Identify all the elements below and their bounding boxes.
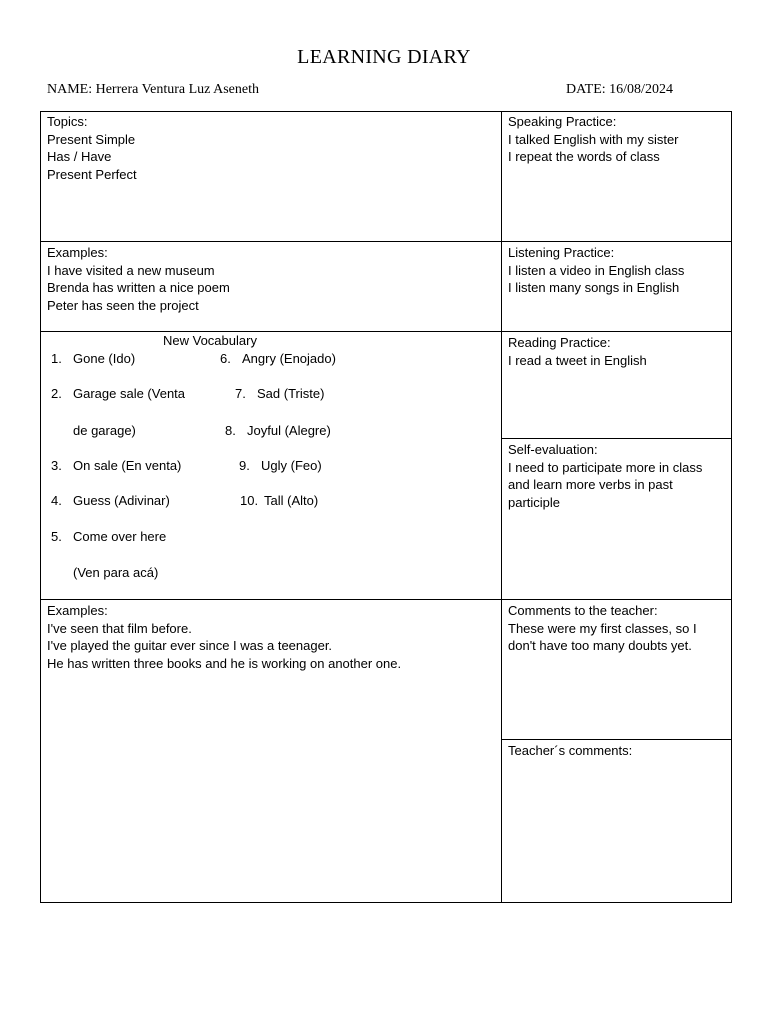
reading-line: I read a tweet in English xyxy=(508,352,647,368)
vocabulary-item xyxy=(239,457,322,474)
vocabulary-number: 3. xyxy=(51,458,62,473)
vocabulary-item xyxy=(225,422,331,439)
example-sentence: Brenda has written a nice poem xyxy=(47,280,230,295)
vocabulary-word: Come over here xyxy=(73,529,167,544)
examples-heading: Examples: xyxy=(47,603,108,618)
speaking-line: I repeat the words of class xyxy=(508,149,660,164)
vocabulary-number: 4. xyxy=(51,493,62,508)
vocabulary-word: Joyful (Alegre) xyxy=(247,423,331,438)
listening-practice-cell xyxy=(502,242,732,299)
vocabulary-item xyxy=(51,528,166,545)
vocabulary-number: 1. xyxy=(51,351,62,366)
vocabulary-item xyxy=(51,564,158,581)
self-evaluation-cell xyxy=(502,439,732,513)
topic-item: Has / Have xyxy=(47,149,112,164)
vocabulary-item xyxy=(235,385,324,402)
vocabulary-word: Sad (Triste) xyxy=(257,386,325,401)
example-sentence: Peter has seen the project xyxy=(47,297,199,313)
teacher-comments-cell xyxy=(502,740,732,762)
speaking-heading: Speaking Practice: xyxy=(508,114,617,129)
comments-to-teacher-cell xyxy=(502,600,732,657)
vocabulary-word: Garage sale (Venta xyxy=(73,386,186,401)
vocabulary-number: 6. xyxy=(220,351,231,366)
diary-date: DATE: 16/08/2024 xyxy=(566,82,673,97)
self-evaluation-line: I need to participate more in class xyxy=(508,459,703,475)
vocabulary-number: 2. xyxy=(51,386,62,401)
vocabulary-item xyxy=(51,350,135,367)
comments-to-teacher-heading: Comments to the teacher: xyxy=(508,603,658,618)
page-title: LEARNING DIARY xyxy=(297,46,471,68)
topics-cell xyxy=(41,111,501,185)
vocabulary-word: On sale (En venta) xyxy=(73,458,182,473)
example-sentence: I've played the guitar ever since I was a teenager. xyxy=(47,638,333,653)
vocabulary-item xyxy=(240,492,318,509)
comment-line: don't have too many doubts yet. xyxy=(508,638,692,653)
speaking-line: I talked English with my sister xyxy=(508,131,679,147)
topic-item: Present Perfect xyxy=(47,166,137,182)
self-evaluation-heading: Self-evaluation: xyxy=(508,442,598,457)
example-sentence: I have visited a new museum xyxy=(47,262,215,278)
vocabulary-item xyxy=(220,350,336,367)
vocabulary-word: Ugly (Feo) xyxy=(261,458,322,473)
vocabulary-number: 5. xyxy=(51,529,62,544)
examples-cell-1 xyxy=(41,242,501,316)
vocabulary-number: 10. xyxy=(240,493,259,508)
examples-cell-2 xyxy=(41,600,501,674)
reading-heading: Reading Practice: xyxy=(508,335,611,350)
vocabulary-word: de garage) xyxy=(73,423,136,438)
vocabulary-word: Gone (Ido) xyxy=(73,351,136,366)
vocabulary-word: Tall (Alto) xyxy=(264,493,319,508)
vocabulary-item xyxy=(51,422,136,439)
example-sentence: He has written three books and he is working on another one. xyxy=(47,655,402,671)
topics-heading: Topics: xyxy=(47,114,88,129)
vocabulary-number: 8. xyxy=(225,423,236,438)
listening-line: I listen many songs in English xyxy=(508,280,680,295)
listening-line: I listen a video in English class xyxy=(508,262,685,278)
self-evaluation-line: and learn more verbs in past xyxy=(508,477,673,492)
vocabulary-word: (Ven para acá) xyxy=(73,565,159,580)
topic-item: Present Simple xyxy=(47,131,136,147)
vocabulary-word: Angry (Enojado) xyxy=(242,351,336,366)
row-divider-left-2 xyxy=(40,331,502,332)
vocabulary-word: Guess (Adivinar) xyxy=(73,493,170,508)
listening-heading: Listening Practice: xyxy=(508,245,615,260)
reading-practice-cell xyxy=(502,332,732,371)
vocabulary-number: 7. xyxy=(235,386,246,401)
vocabulary-heading: New Vocabulary xyxy=(163,333,257,348)
vocabulary-item xyxy=(51,385,185,402)
speaking-practice-cell xyxy=(502,111,732,168)
teacher-comments-heading: Teacher´s comments: xyxy=(508,743,633,758)
vocabulary-number: 9. xyxy=(239,458,250,473)
example-sentence: I've seen that film before. xyxy=(47,620,192,636)
examples-heading: Examples: xyxy=(47,245,108,260)
comment-line: These were my first classes, so I xyxy=(508,620,697,636)
vocabulary-item xyxy=(51,492,170,509)
vocabulary-item xyxy=(51,457,181,474)
self-evaluation-line: participle xyxy=(508,494,561,510)
student-name: NAME: Herrera Ventura Luz Aseneth xyxy=(47,82,260,97)
